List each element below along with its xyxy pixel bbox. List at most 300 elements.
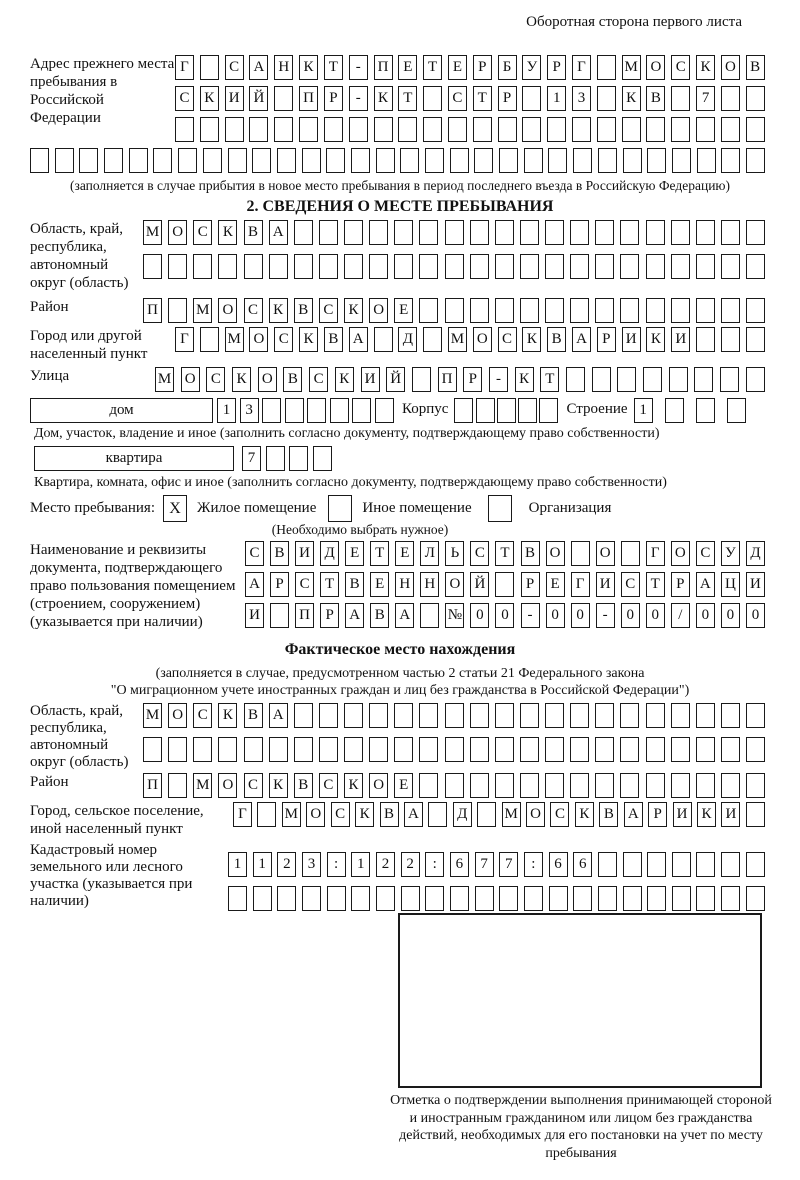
form-cell	[570, 220, 589, 245]
city-field	[30, 327, 770, 363]
form-cell	[495, 773, 514, 798]
form-cell	[470, 737, 489, 762]
form-cell	[445, 298, 464, 323]
form-cell	[573, 148, 592, 173]
form-cell	[721, 86, 740, 111]
form-cell	[419, 220, 438, 245]
form-cell	[595, 737, 614, 762]
form-cell: К	[218, 220, 237, 245]
form-cell: -	[596, 603, 615, 628]
form-cell: Т	[370, 541, 389, 566]
form-cell	[394, 703, 413, 728]
form-cell	[721, 220, 740, 245]
confirmation-stamp-box	[398, 913, 762, 1088]
stay-type-field	[30, 495, 770, 522]
form-cell: Т	[540, 367, 559, 392]
form-cell	[697, 148, 716, 173]
form-cell	[374, 117, 393, 142]
form-cell: Р	[671, 572, 690, 597]
form-cell	[244, 737, 263, 762]
form-cell	[200, 327, 219, 352]
form-cell	[218, 254, 237, 279]
form-cell	[178, 148, 197, 173]
form-cell: С	[274, 327, 293, 352]
form-cell: Р	[463, 367, 482, 392]
form-cell	[696, 737, 715, 762]
form-cell	[394, 737, 413, 762]
stay-type-option-other-premise-label: Иное помещение	[362, 500, 472, 516]
form-cell	[570, 298, 589, 323]
form-cell: О	[369, 298, 388, 323]
cadastral-row-2	[228, 886, 765, 911]
form-cell: -	[349, 86, 368, 111]
form-cell	[419, 298, 438, 323]
form-cell: В	[244, 703, 263, 728]
form-cell: М	[622, 55, 641, 80]
form-cell	[470, 298, 489, 323]
form-cell	[623, 852, 642, 877]
form-cell: Д	[320, 541, 339, 566]
form-cell	[518, 398, 537, 423]
form-cell	[193, 737, 212, 762]
form-cell	[200, 55, 219, 80]
form-cell	[696, 327, 715, 352]
form-cell: Т	[320, 572, 339, 597]
form-cell	[746, 117, 765, 142]
form-cell: А	[572, 327, 591, 352]
form-cell	[671, 737, 690, 762]
form-cell	[143, 737, 162, 762]
form-cell: В	[746, 55, 765, 80]
form-cell: С	[319, 298, 338, 323]
form-cell	[665, 398, 684, 423]
form-cell: Р	[324, 86, 343, 111]
form-cell: С	[448, 86, 467, 111]
form-cell: В	[270, 541, 289, 566]
form-cell	[671, 773, 690, 798]
actual-district-field	[30, 773, 770, 798]
house-field	[30, 398, 770, 423]
form-cell	[294, 703, 313, 728]
house-note: Дом, участок, владение и иное (заполнить согласно документу, подтверждающему право собственности)	[34, 426, 660, 441]
form-cell	[495, 703, 514, 728]
form-cell	[376, 886, 395, 911]
form-cell: В	[283, 367, 302, 392]
form-cell: Р	[521, 572, 540, 597]
form-cell: 0	[746, 603, 765, 628]
korpus-cells	[454, 398, 558, 423]
form-cell: В	[380, 802, 399, 827]
form-cell: В	[370, 603, 389, 628]
form-cell	[524, 148, 543, 173]
form-cell: Г	[233, 802, 252, 827]
form-cell	[746, 298, 765, 323]
form-cell	[168, 737, 187, 762]
form-cell	[495, 572, 514, 597]
form-cell	[727, 398, 746, 423]
form-cell: 0	[646, 603, 665, 628]
form-cell: Д	[453, 802, 472, 827]
form-cell	[595, 298, 614, 323]
form-cell	[547, 117, 566, 142]
form-cell	[646, 117, 665, 142]
form-cell	[671, 117, 690, 142]
form-cell: 0	[571, 603, 590, 628]
form-cell: С	[193, 703, 212, 728]
street-label: Улица	[30, 368, 70, 384]
form-cell	[419, 254, 438, 279]
form-cell	[721, 148, 740, 173]
form-cell: 3	[572, 86, 591, 111]
form-cell: 7	[499, 852, 518, 877]
form-cell	[419, 737, 438, 762]
form-cell	[620, 220, 639, 245]
form-cell	[55, 148, 74, 173]
form-cell	[696, 703, 715, 728]
form-cell: П	[295, 603, 314, 628]
form-cell	[327, 886, 346, 911]
form-cell	[495, 737, 514, 762]
form-cell: К	[218, 703, 237, 728]
form-cell: О	[473, 327, 492, 352]
form-cell	[470, 254, 489, 279]
form-cell: Д	[398, 327, 417, 352]
form-cell: Е	[448, 55, 467, 80]
form-cell: О	[369, 773, 388, 798]
form-cell	[326, 148, 345, 173]
actual-location-note-1: (заполняется в случае, предусмотренном частью 2 статьи 21 Федерального закона	[155, 666, 645, 681]
form-cell: М	[193, 773, 212, 798]
actual-region-field	[30, 703, 770, 771]
form-cell	[262, 398, 281, 423]
form-cell	[598, 148, 617, 173]
form-cell: И	[746, 572, 765, 597]
form-cell: Т	[646, 572, 665, 597]
form-cell	[646, 220, 665, 245]
form-cell	[412, 367, 431, 392]
form-cell: Е	[398, 55, 417, 80]
form-cell	[694, 367, 713, 392]
form-cell	[228, 886, 247, 911]
form-cell: М	[502, 802, 521, 827]
form-cell	[746, 148, 765, 173]
form-cell: В	[244, 220, 263, 245]
form-cell: О	[445, 572, 464, 597]
form-cell: Н	[420, 572, 439, 597]
form-cell	[470, 220, 489, 245]
form-cell	[277, 148, 296, 173]
form-cell: К	[522, 327, 541, 352]
form-cell	[269, 254, 288, 279]
form-cell: 0	[495, 603, 514, 628]
district-field	[30, 298, 770, 323]
prev-address-note: (заполняется в случае прибытия в новое место пребывания в период последнего въезда в Российскую Федерацию)	[69, 178, 731, 193]
form-cell: Т	[423, 55, 442, 80]
apartment-cells	[242, 446, 332, 471]
form-cell	[620, 298, 639, 323]
form-cell	[168, 773, 187, 798]
form-cell	[545, 298, 564, 323]
form-cell: О	[671, 541, 690, 566]
form-cell: О	[526, 802, 545, 827]
form-cell	[445, 254, 464, 279]
form-cell: П	[374, 55, 393, 80]
form-cell: И	[622, 327, 641, 352]
form-cell	[696, 852, 715, 877]
form-cell	[520, 737, 539, 762]
stay-type-option-residential-label: Жилое помещение	[197, 500, 317, 516]
usage-document-cell-rows	[245, 541, 765, 628]
form-cell: 1	[634, 398, 653, 423]
form-cell	[620, 254, 639, 279]
form-cell	[746, 86, 765, 111]
form-cell: А	[245, 572, 264, 597]
form-cell	[495, 254, 514, 279]
form-cell	[721, 737, 740, 762]
form-cell	[696, 220, 715, 245]
form-cell	[520, 773, 539, 798]
form-cell	[696, 298, 715, 323]
form-cell: И	[245, 603, 264, 628]
form-cell: :	[524, 852, 543, 877]
form-cell	[545, 773, 564, 798]
street-field	[30, 367, 770, 392]
form-cell: О	[249, 327, 268, 352]
form-cell: С	[244, 298, 263, 323]
form-cell: Ь	[445, 541, 464, 566]
form-cell	[294, 254, 313, 279]
prev-address-row-2	[175, 86, 765, 111]
form-cell	[620, 737, 639, 762]
form-cell	[545, 737, 564, 762]
form-cell: А	[349, 327, 368, 352]
form-cell	[269, 737, 288, 762]
form-cell	[423, 327, 442, 352]
form-cell	[274, 86, 293, 111]
form-cell	[313, 446, 332, 471]
form-cell: О	[218, 298, 237, 323]
form-cell	[617, 367, 636, 392]
actual-city-label: Город, сельское поселение, иной населенный пункт	[30, 803, 204, 837]
form-cell: Е	[345, 541, 364, 566]
form-cell	[249, 117, 268, 142]
apartment-note: Квартира, комната, офис и иное (заполнить согласно документу, подтверждающему право собственности)	[34, 475, 667, 490]
form-cell: :	[425, 852, 444, 877]
form-cell	[398, 117, 417, 142]
form-cell	[746, 773, 765, 798]
stroenie-cells	[634, 398, 746, 423]
city-label: Город или другой населенный пункт	[30, 328, 148, 362]
page-header-note: Оборотная сторона первого листа	[526, 14, 742, 30]
form-cell	[721, 254, 740, 279]
form-cell	[344, 703, 363, 728]
form-cell: Н	[395, 572, 414, 597]
form-cell: К	[232, 367, 251, 392]
form-cell: В	[324, 327, 343, 352]
form-cell	[746, 737, 765, 762]
form-cell: К	[335, 367, 354, 392]
stay-type-checkbox-residential: X	[163, 495, 187, 522]
form-cell	[129, 148, 148, 173]
form-cell	[153, 148, 172, 173]
form-cell: 1	[253, 852, 272, 877]
form-cell: М	[143, 703, 162, 728]
form-cell: О	[721, 55, 740, 80]
district-row	[143, 298, 765, 323]
form-cell: С	[295, 572, 314, 597]
form-cell	[623, 148, 642, 173]
form-cell	[545, 254, 564, 279]
form-cell: И	[721, 802, 740, 827]
form-cell: К	[299, 55, 318, 80]
apartment-field	[30, 446, 770, 471]
form-cell	[375, 398, 394, 423]
form-cell	[746, 703, 765, 728]
form-cell	[646, 737, 665, 762]
form-cell	[592, 367, 611, 392]
form-cell: С	[498, 327, 517, 352]
form-cell: И	[596, 572, 615, 597]
form-cell: Г	[571, 572, 590, 597]
form-cell: Р	[270, 572, 289, 597]
form-cell	[671, 703, 690, 728]
form-cell: Е	[395, 541, 414, 566]
form-cell	[175, 117, 194, 142]
form-cell	[319, 703, 338, 728]
form-cell: Р	[320, 603, 339, 628]
form-cell	[545, 703, 564, 728]
form-cell	[369, 220, 388, 245]
form-cell: К	[374, 86, 393, 111]
house-number-cells	[217, 398, 394, 423]
form-cell: О	[646, 55, 665, 80]
form-cell	[522, 117, 541, 142]
form-cell	[721, 773, 740, 798]
form-cell	[203, 148, 222, 173]
form-cell: С	[245, 541, 264, 566]
form-cell	[344, 220, 363, 245]
form-cell: С	[621, 572, 640, 597]
form-cell: К	[200, 86, 219, 111]
form-cell	[330, 398, 349, 423]
form-cell: 1	[228, 852, 247, 877]
form-cell	[620, 773, 639, 798]
form-cell	[746, 220, 765, 245]
form-cell	[696, 117, 715, 142]
form-cell: И	[225, 86, 244, 111]
form-cell	[225, 117, 244, 142]
form-cell: В	[547, 327, 566, 352]
form-cell	[646, 254, 665, 279]
form-cell	[419, 703, 438, 728]
form-cell: Т	[398, 86, 417, 111]
cadastral-cell-rows	[228, 842, 765, 911]
form-cell	[476, 398, 495, 423]
form-cell: 6	[549, 852, 568, 877]
form-cell: /	[671, 603, 690, 628]
form-cell: 0	[470, 603, 489, 628]
form-cell	[721, 703, 740, 728]
form-cell	[168, 298, 187, 323]
form-cell	[520, 703, 539, 728]
form-cell	[646, 298, 665, 323]
form-cell: Б	[498, 55, 517, 80]
form-cell	[647, 852, 666, 877]
form-cell: А	[624, 802, 643, 827]
form-cell	[445, 220, 464, 245]
form-cell	[696, 886, 715, 911]
form-cell	[475, 886, 494, 911]
cadastral-row-1	[228, 852, 765, 877]
form-cell	[520, 220, 539, 245]
form-cell	[193, 254, 212, 279]
form-cell	[401, 886, 420, 911]
form-cell: Р	[648, 802, 667, 827]
form-cell: :	[327, 852, 346, 877]
form-cell	[623, 886, 642, 911]
form-cell	[720, 367, 739, 392]
form-cell	[495, 220, 514, 245]
form-cell	[520, 298, 539, 323]
street-row	[155, 367, 765, 392]
form-cell	[696, 773, 715, 798]
form-cell: К	[697, 802, 716, 827]
form-cell	[545, 220, 564, 245]
form-cell	[253, 886, 272, 911]
usage-document-row-1	[245, 541, 765, 566]
form-cell: С	[470, 541, 489, 566]
usage-document-row-2	[245, 572, 765, 597]
form-cell	[445, 737, 464, 762]
form-cell: 6	[573, 852, 592, 877]
form-cell	[344, 737, 363, 762]
form-cell: Р	[473, 55, 492, 80]
form-cell: О	[258, 367, 277, 392]
prev-address-row-3	[175, 117, 765, 142]
form-cell	[570, 773, 589, 798]
actual-region-row-2	[143, 737, 765, 762]
form-cell	[570, 254, 589, 279]
form-cell	[573, 886, 592, 911]
actual-location-note-2: "О миграционном учете иностранных граждан и лиц без гражданства в Российской Федерации")	[110, 683, 690, 698]
usage-document-label: Наименование и реквизиты документа, подтверждающего право пользования помещением (строением, сооружением) (указывается при наличии)	[30, 542, 236, 630]
form-cell	[570, 737, 589, 762]
form-cell	[420, 603, 439, 628]
korpus-label: Корпус	[402, 401, 449, 417]
form-cell: О	[168, 703, 187, 728]
form-cell: 1	[351, 852, 370, 877]
form-cell: Г	[175, 327, 194, 352]
form-cell: К	[646, 327, 665, 352]
form-cell: А	[404, 802, 423, 827]
form-cell	[274, 117, 293, 142]
form-cell: К	[269, 298, 288, 323]
form-cell	[423, 86, 442, 111]
form-cell: -	[521, 603, 540, 628]
form-cell	[524, 886, 543, 911]
form-cell: Т	[324, 55, 343, 80]
form-cell: Т	[495, 541, 514, 566]
form-cell	[30, 148, 49, 173]
form-cell: О	[168, 220, 187, 245]
form-cell	[643, 367, 662, 392]
form-cell: Т	[473, 86, 492, 111]
form-cell: У	[721, 541, 740, 566]
region-cell-rows	[143, 220, 765, 279]
house-box: дом	[30, 398, 213, 423]
form-cell	[597, 86, 616, 111]
form-cell	[647, 886, 666, 911]
